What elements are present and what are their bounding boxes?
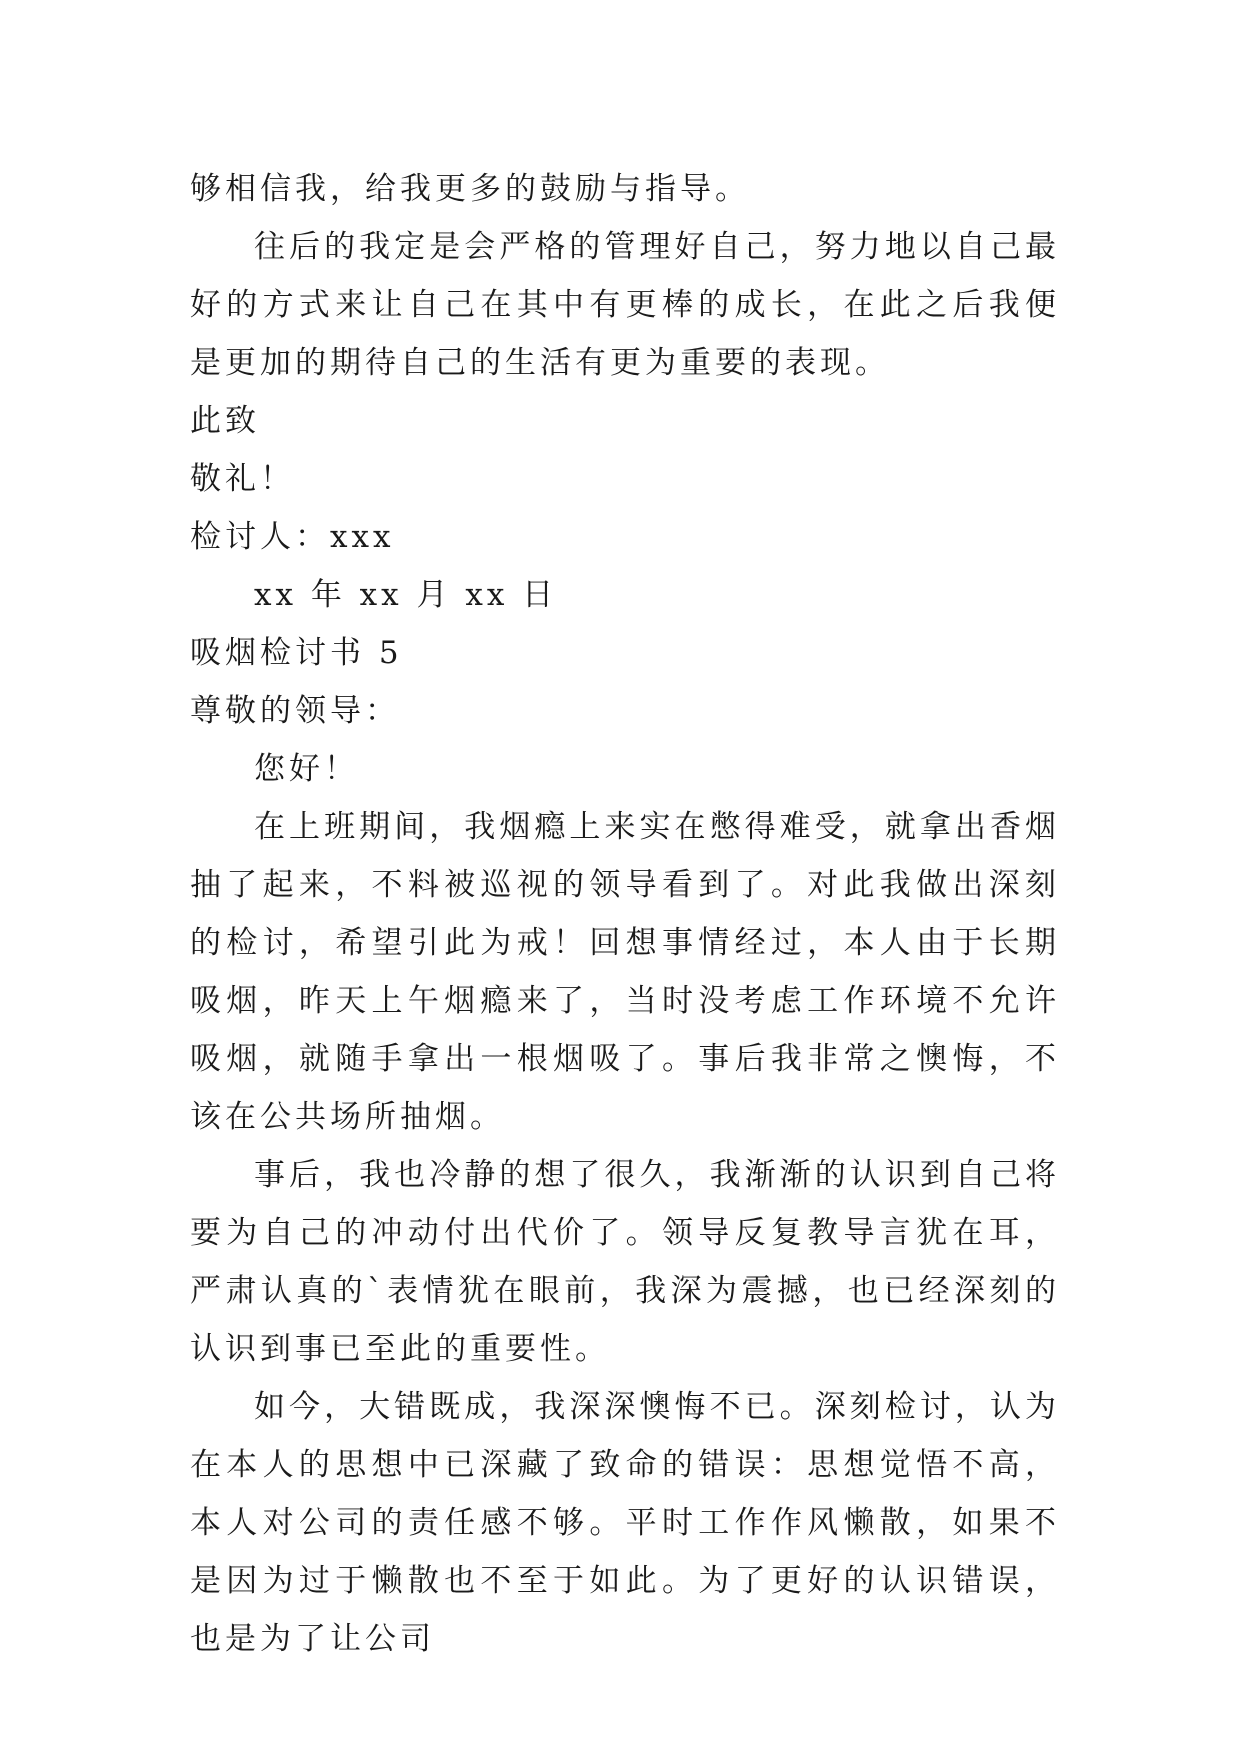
signature-line: 检讨人：xxx [190, 519, 395, 555]
paragraph-reflection: 事后，我也冷静的想了很久，我渐渐的认识到自己将要为自己的冲动付出代价了。领导反复教导言犹在耳，严肃认真的`表情犹在眼前，我深为震撼，也已经深刻的认识到事已至此的重要性。 [190, 1157, 1060, 1367]
paragraph-future-commitment: 往后的我定是会严格的管理好自己，努力地以自己最好的方式来让自己在其中有更棒的成长，在此之后我便是更加的期待自己的生活有更为重要的表现。 [190, 229, 1060, 381]
closing-regards: 敬礼！ [190, 461, 295, 497]
paragraph-continuation: 够相信我，给我更多的鼓励与指导。 [190, 171, 750, 207]
greeting-recipient: 尊敬的领导： [190, 693, 400, 729]
closing-salutation: 此致 [190, 403, 260, 439]
paragraph-self-criticism: 如今，大错既成，我深深懊悔不已。深刻检讨，认为在本人的思想中已深藏了致命的错误：思想觉悟不高，本人对公司的责任感不够。平时工作作风懒散，如果不是因为过于懒散也不至于如此。为了更好的认识错误，也是为了让公司 [190, 1389, 1060, 1657]
greeting-hello: 您好！ [254, 751, 359, 787]
section-title: 吸烟检讨书 5 [190, 635, 403, 671]
paragraph-incident: 在上班期间，我烟瘾上来实在憋得难受，就拿出香烟抽了起来，不料被巡视的领导看到了。对此我做出深刻的检讨，希望引此为戒！回想事情经过，本人由于长期吸烟，昨天上午烟瘾来了，当时没考虑工作环境不允许吸烟，就随手拿出一根烟吸了。事后我非常之懊悔，不该在公共场所抽烟。 [190, 809, 1060, 1135]
document-body [190, 160, 1060, 1668]
date-line: xx 年 xx 月 xx 日 [254, 577, 558, 613]
